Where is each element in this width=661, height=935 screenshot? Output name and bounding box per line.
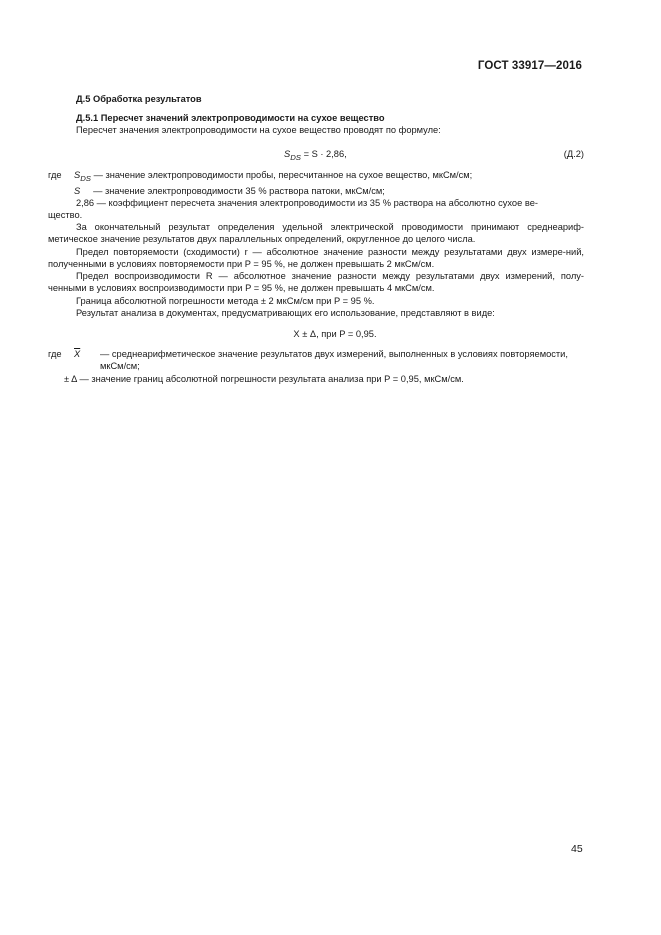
definition-delta: ± Δ — значение границ абсолютной погрешности результата анализа при P = 0,95, мкСм/см.	[64, 373, 464, 384]
formula-expression: $S_{DS} = S \cdot 2,86$,	[284, 148, 347, 162]
intro-paragraph: Пересчет значения электропроводимости на сухое вещество проводят по формуле:	[76, 125, 441, 136]
document-body	[48, 93, 584, 385]
definition-coefficient: 2,86 — коэффициент пересчета значения электропроводимости из 35 % раствора на абсолютно сухое ве-	[76, 197, 538, 208]
error-limit-paragraph: Граница абсолютной погрешности метода ± 2 мкСм/см при P = 95 %.	[76, 295, 375, 306]
final-result-paragraph: За окончательный результат определения удельной электрической проводимости принимают среднеариф-метическое значение результатов двух параллельных определений, округленное до целого числа.	[48, 222, 584, 245]
definition-x-cont: мкСм/см;	[100, 361, 140, 372]
section-heading: Д.5 Обработка результатов	[76, 94, 202, 104]
subsection-heading: Д.5.1 Пересчет значений электропроводимости на сухое вещество	[76, 113, 385, 124]
definition-coefficient-cont: щество.	[48, 210, 83, 221]
definition-x: где $\overline{X}$ — среднеарифметическое значение результатов двух измерений, выполненных в условиях повторяемости,	[48, 349, 568, 360]
repeatability-paragraph: Предел повторяемости (сходимости) r — абсолютное значение разности между результатами двух измере-ний, полученными в условиях повторяемости при P = 95 %, не должен превышать 2 мкСм/см.	[48, 246, 584, 269]
presentation-paragraph: Результат анализа в документах, предусматривающих его использование, представляют в виде:	[76, 307, 495, 318]
reproducibility-paragraph: Предел воспроизводимости R — абсолютное значение разности между результатами двух измерений, полу-ченными в условиях воспроизводимости при P = 95 %, не должен превышать 4 мкСм/см.	[48, 271, 584, 294]
page-number: 45	[571, 843, 583, 855]
formula-number: (Д.2)	[563, 148, 584, 159]
result-formula: X ± Δ, при P = 0,95.	[293, 328, 377, 339]
formula-d2	[48, 148, 584, 160]
standard-number: ГОСТ 33917—2016	[477, 60, 582, 72]
definition-s: S — значение электропроводимости 35 % раствора патоки, мкСм/см;	[74, 185, 385, 196]
definition-sds: где $S_{DS}$ — значение электропроводимости пробы, пересчитанное на сухое вещество, мкСм/см;	[48, 169, 473, 183]
